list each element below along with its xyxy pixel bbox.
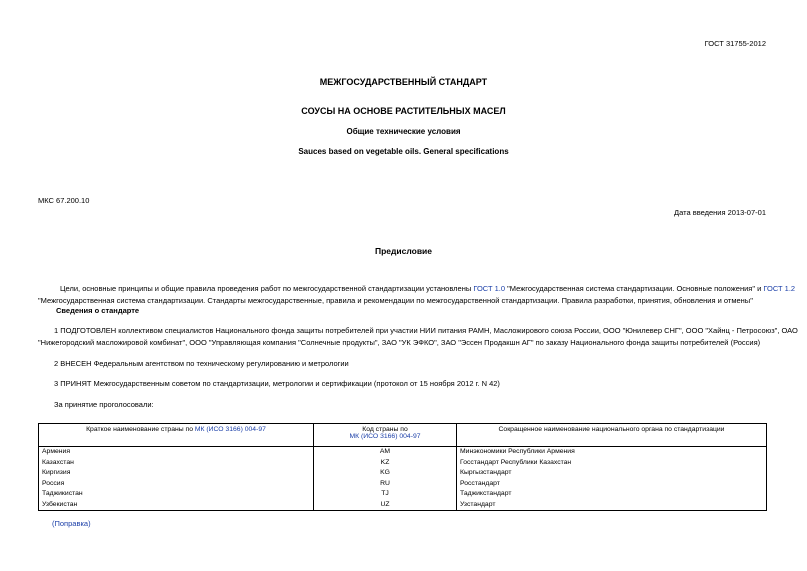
national-body-cell: Госстандарт Республики Казахстан [457, 458, 767, 469]
country-name-cell: Армения [39, 447, 314, 458]
standard-name-title: СОУСЫ НА ОСНОВЕ РАСТИТЕЛЬНЫХ МАСЕЛ [301, 106, 506, 116]
standard-subtitle: Общие технические условия [346, 127, 461, 136]
gost-1-0-link[interactable]: ГОСТ 1.0 [473, 284, 506, 293]
country-code-cell: UZ [314, 500, 457, 511]
item-3: 3 ПРИНЯТ Межгосударственным советом по стандартизации, метрологии и сертификации (протокол от 15 ноября 2012 г. N 42) [54, 379, 500, 388]
header-country-code [314, 424, 457, 447]
standard-info-heading: Сведения о стандарте [56, 306, 140, 315]
item-1-line-2: "Нижегородский масложировой комбинат", ООО "Управляющая компания "Солнечные продукты", ЗАО "УК ЭФКО", ЗАО "Эссен Продакшн АГ" по заказу Национального фонда защиты потребителей (Россия) [38, 338, 761, 347]
table-row [39, 447, 767, 458]
table-header-row [39, 424, 767, 447]
mk-iso-link[interactable]: МК (ИСО 3166) 004-97 [194, 426, 266, 433]
countries-table [38, 423, 767, 511]
amendment-link[interactable]: (Поправка) [52, 519, 91, 528]
country-code-cell: TJ [314, 489, 457, 500]
mks-code: МКС 67.200.10 [38, 196, 90, 205]
item-1-paragraph [38, 325, 798, 349]
country-name-cell: Узбекистан [39, 500, 314, 511]
header-country-text: Краткое наименование страны по [86, 426, 195, 433]
table-row [39, 500, 767, 511]
foreword-text-b: "Межгосударственная система стандартизации. Основные положения" и [505, 284, 764, 293]
national-body-cell: Минэкономики Республики Армения [457, 447, 767, 458]
voted-label: За принятие проголосовали: [54, 400, 154, 409]
country-code-cell: AM [314, 447, 457, 458]
table-row [39, 479, 767, 490]
header-country-name [39, 424, 314, 447]
foreword-text-a: Цели, основные принципы и общие правила проведения работ по межгосударственной стандартизации установлены [60, 284, 474, 293]
item-1-line-1: 1 ПОДГОТОВЛЕН коллективом специалистов Национального фонда защиты потребителей при участии НИИ питания РАМН, Масложирового союза России, ООО "Юнилевер СНГ", ООО "Хайнц - Петросоюз", ОАО [54, 326, 798, 335]
foreword-text-c: "Межгосударственная система стандартизации. Стандарты межгосударственные, правила и рекомендации по межгосударственной стандартизации. Правила разработки, принятия, обновления и отмены" [38, 296, 753, 305]
country-name-cell: Россия [39, 479, 314, 490]
standard-type-title: МЕЖГОСУДАРСТВЕННЫЙ СТАНДАРТ [319, 77, 488, 87]
foreword-heading: Предисловие [374, 246, 433, 256]
country-name-cell: Таджикистан [39, 489, 314, 500]
national-body-cell: Таджикстандарт [457, 489, 767, 500]
table-row [39, 468, 767, 479]
country-code-cell: RU [314, 479, 457, 490]
table-row [39, 489, 767, 500]
country-name-cell: Киргизия [39, 468, 314, 479]
header-national-body: Сокращенное наименование национального органа по стандартизации [457, 424, 767, 447]
english-title: Sauces based on vegetable oils. General specifications [298, 147, 509, 156]
table-row [39, 458, 767, 469]
country-code-cell: KG [314, 468, 457, 479]
document-code: ГОСТ 31755-2012 [704, 39, 766, 48]
item-2: 2 ВНЕСЕН Федеральным агентством по техническому регулированию и метрологии [54, 359, 349, 368]
country-code-cell: KZ [314, 458, 457, 469]
intro-date: Дата введения 2013-07-01 [674, 208, 766, 217]
gost-1-2-link[interactable]: ГОСТ 1.2 [763, 284, 796, 293]
national-body-cell: Росстандарт [457, 479, 767, 490]
national-body-cell: Узстандарт [457, 500, 767, 511]
national-body-cell: Кыргызстандарт [457, 468, 767, 479]
mk-iso-link-2[interactable]: МК (ИСО 3166) 004-97 [349, 433, 421, 440]
header-code-text: Код страны по [362, 426, 408, 433]
country-name-cell: Казахстан [39, 458, 314, 469]
foreword-paragraph-1 [38, 283, 796, 307]
